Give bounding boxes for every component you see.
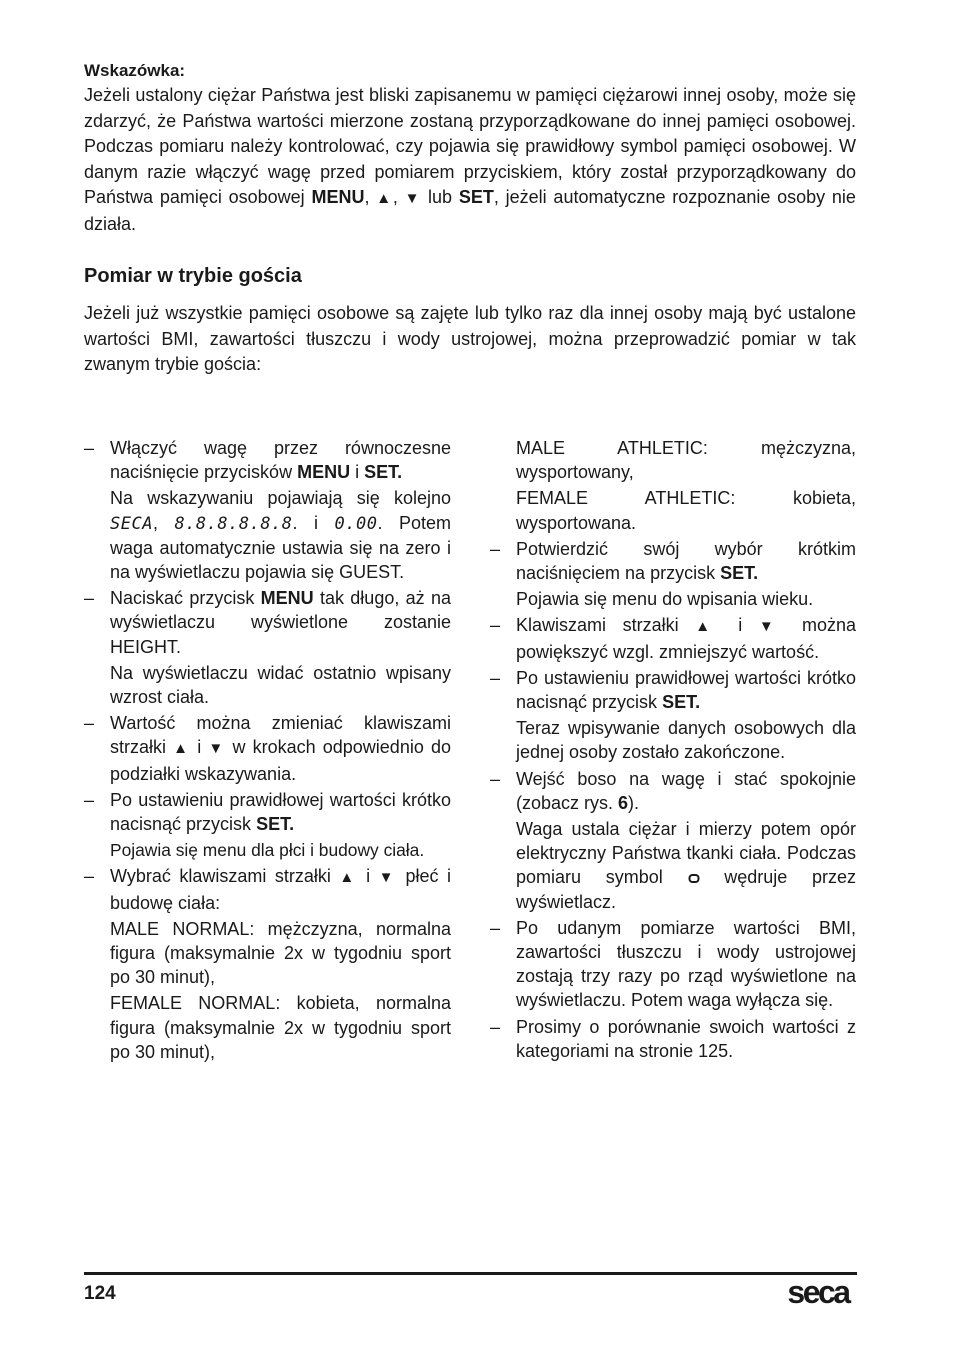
list-item: – Potwierdzić swój wybór krótkim naciśnięciem na przycisk SET. (490, 538, 856, 584)
list-item: – Po ustawieniu prawidłowej wartości krótko nacisnąć przycisk SET. (84, 789, 451, 835)
list-item: – Po udanym pomiarze wartości BMI, zawartości tłuszczu i wody ustrojowej zostają trzy razy po rząd wyświetlone na wyświetlaczu. Potem waga wyłącza się. (490, 917, 856, 1011)
hint-paragraph: Jeżeli ustalony ciężar Państwa jest bliski zapisanemu w pamięci ciężarowi innej osoby, może się zdarzyć, że Państwa wartości mierzone zostaną przyporządkowane do innej pamięci osobowej. Podczas pomiaru należy kontrolować, czy pojawia się prawidłowy symbol pamięci osobowej. W danym razie włączyć wagę przed pomiarem przyciskiem, który został przyporządkowany do Państwa pamięci osobowej MENU, ▲, ▼ lub SET, jeżeli automatyczne rozpoznanie osoby nie działa. (84, 85, 856, 234)
list-item: – Wybrać klawiszami strzałki ▲ i ▼ płeć i budowę ciała: (84, 866, 451, 913)
svg-text:seca: seca (787, 1276, 849, 1310)
down-arrow-icon: ▼ (208, 740, 226, 758)
list-item-note: Na wskazywaniu pojawiają się kolejno SECA, 8.8.8.8.8.8. i 0.00. Potem waga automatycznie ustawia się na zero i na wyświetlaczu pojawia się GUEST. (110, 488, 451, 583)
footer-rule (84, 1272, 857, 1275)
hint-title: Wskazówka: (84, 61, 186, 80)
right-column (490, 436, 856, 1063)
list-item: – Prosimy o porównanie swoich wartości z kategoriami na stronie 125. (490, 1016, 856, 1061)
up-arrow-icon: ▲ (339, 869, 358, 887)
lcd-test-pattern: 8.8.8.8.8.8 (174, 513, 293, 534)
section-intro: Jeżeli już wszystkie pamięci osobowe są zajęte lub tylko raz dla innej osoby mają być ustalone wartości BMI, zawartości tłuszczu i wody ustrojowej, można przeprowadzić pomiar w tak zwanym trybie gościa: (84, 303, 856, 374)
up-arrow-icon: ▲ (695, 618, 722, 636)
down-arrow-icon: ▼ (404, 190, 422, 207)
list-item-note: Teraz wpisywanie danych osobowych dla jednej osoby zostało zakończone. (516, 718, 856, 763)
list-item-note: Pojawia się menu dla płci i budowy ciała. (110, 840, 425, 861)
down-arrow-icon: ▼ (378, 869, 397, 887)
page-number: 124 (84, 1283, 116, 1304)
list-item: – Wejść boso na wagę i stać spokojnie (zobacz rys. 6). (490, 768, 856, 813)
figure-ref: 6 (618, 792, 629, 813)
list-item: – Wartość można zmieniać klawiszami strzałki ▲ i ▼ w krokach odpowiednio do podziałki wskazywania. (84, 713, 451, 784)
list-item-note: FEMALE ATHLETIC: kobieta, wysportowana. (516, 488, 856, 533)
lcd-zero: 0.00 (334, 513, 378, 534)
list-item: – Klawiszami strzałki ▲ i ▼ można powiększyć wzgl. zmniejszyć wartość. (490, 615, 856, 662)
set-key: SET (458, 187, 494, 207)
section-heading: Pomiar w trybie gościa (84, 265, 302, 287)
list-item: – Włączyć wagę przez równoczesne naciśnięcie przycisków MENU i SET. (84, 438, 451, 483)
list-item-note: MALE NORMAL: mężczyzna, normalna figura (maksymalnie 2x w tygodniu sport po 30 minut), (110, 918, 451, 988)
up-arrow-icon: ▲ (376, 190, 393, 207)
seca-logo (778, 1276, 858, 1312)
list-item: – Naciskać przycisk MENU tak długo, aż na wyświetlaczu wyświetlone zostanie HEIGHT. (84, 588, 451, 657)
list-item-note: Pojawia się menu do wpisania wieku. (516, 589, 814, 610)
down-arrow-icon: ▼ (758, 618, 786, 636)
left-column (84, 436, 451, 1064)
menu-key: MENU (311, 187, 365, 207)
up-arrow-icon: ▲ (173, 740, 191, 758)
list-item: – Po ustawieniu prawidłowej wartości krótko nacisnąć przycisk SET. (490, 667, 856, 713)
list-item-note: Waga ustala ciężar i mierzy potem opór elektryczny Państwa tkanki ciała. Podczas pomiaru symbol wędruje przez wyświetlacz. (516, 819, 856, 912)
list-item-note: FEMALE NORMAL: kobieta, normalna figura (maksymalnie 2x w tygodniu sport po 30 minut), (110, 993, 451, 1062)
measurement-symbol-icon (688, 872, 700, 884)
lcd-seca: SECA (110, 513, 153, 534)
page-content (84, 58, 856, 1062)
list-item-note: Na wyświetlaczu widać ostatnio wpisany wzrost ciała. (110, 662, 451, 708)
list-item-note: MALE ATHLETIC: mężczyzna, wysportowany, (516, 438, 856, 483)
